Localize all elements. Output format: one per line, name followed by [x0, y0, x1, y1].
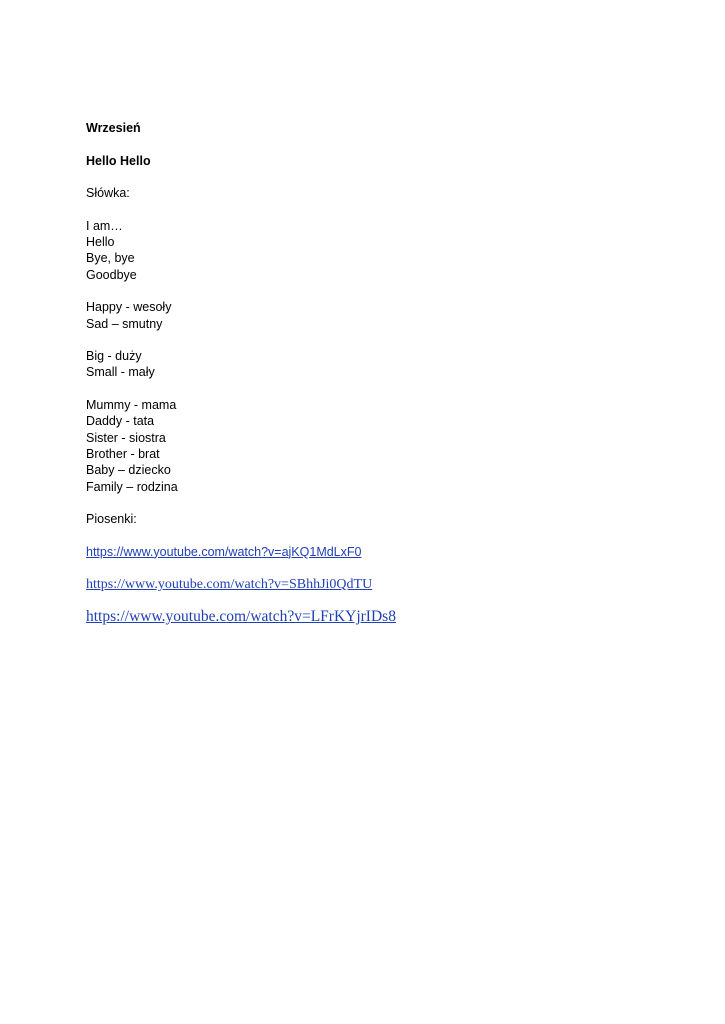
- vocab-item: Big - duży: [86, 349, 142, 364]
- songs-heading: Piosenki:: [86, 512, 137, 527]
- spacer: [86, 560, 646, 576]
- vocabulary-heading: Słówka:: [86, 186, 130, 201]
- vocab-item: Small - mały: [86, 365, 155, 380]
- vocab-item: Hello: [86, 235, 115, 250]
- spacer: [86, 169, 646, 185]
- song-link-2[interactable]: https://www.youtube.com/watch?v=SBhhJi0QdTU: [86, 576, 373, 592]
- vocab-item: Happy - wesoły: [86, 300, 172, 315]
- spacer: [86, 381, 646, 397]
- vocab-item: Bye, bye: [86, 251, 135, 266]
- spacer: [86, 332, 646, 348]
- vocab-group-feelings: [86, 299, 646, 332]
- vocab-item: I am…: [86, 218, 123, 233]
- vocab-item: Family – rodzina: [86, 479, 178, 494]
- month-title: Wrzesień: [86, 121, 141, 135]
- vocab-group-family: [86, 397, 646, 495]
- vocab-item: Sad – smutny: [86, 316, 163, 331]
- vocab-item: Mummy - mama: [86, 398, 177, 413]
- spacer: [86, 201, 646, 217]
- spacer: [86, 136, 646, 152]
- vocab-item: Goodbye: [86, 267, 137, 282]
- song-link-3[interactable]: https://www.youtube.com/watch?v=LFrKYjrIDs8: [86, 607, 396, 625]
- vocab-item: Sister - siostra: [86, 430, 166, 445]
- document-body: [86, 120, 646, 626]
- lesson-title: Hello Hello: [86, 153, 151, 168]
- spacer: [86, 283, 646, 299]
- spacer: [86, 593, 646, 607]
- vocab-item: Brother - brat: [86, 446, 160, 461]
- vocab-item: Daddy - tata: [86, 414, 155, 429]
- song-link-1[interactable]: https://www.youtube.com/watch?v=ajKQ1MdLxF0: [86, 544, 362, 559]
- spacer: [86, 495, 646, 511]
- spacer: [86, 527, 646, 543]
- vocab-group-greetings: [86, 218, 646, 283]
- vocab-group-sizes: [86, 348, 646, 381]
- vocab-item: Baby – dziecko: [86, 463, 171, 478]
